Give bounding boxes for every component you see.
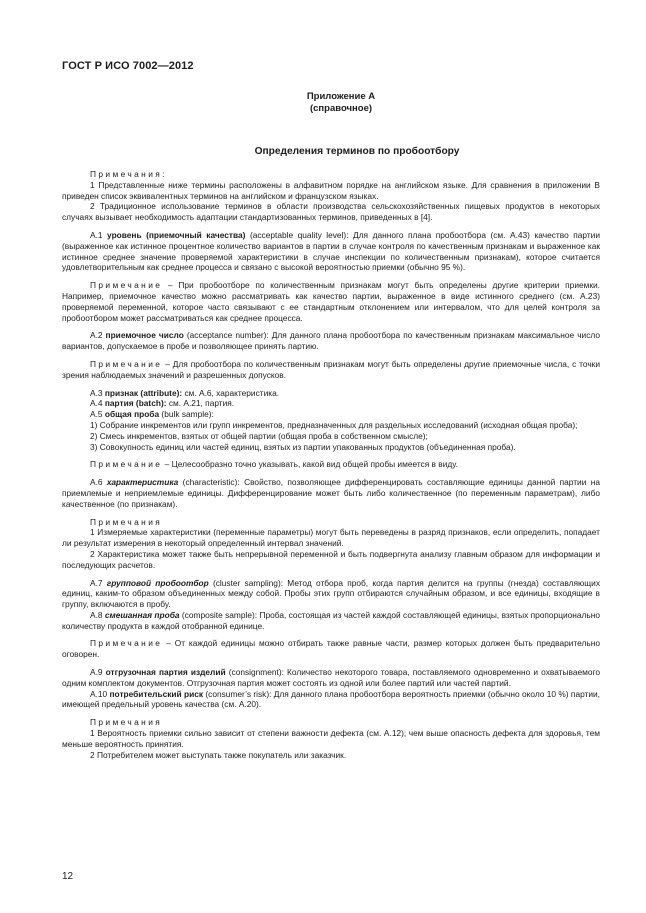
definition-a4: А.4 партия (batch): см. А.21, партия. [90, 398, 235, 409]
page-number: 12 [62, 871, 74, 882]
note-a5: Примечание – Целесообразно точно указывать, какой вид общей пробы имеется в виду. [90, 459, 458, 470]
definition-a10: А.10 потребительский риск (consumer’s risk): Для данного плана пробоотбора вероятность приемки (обычно около 10 %) партии, имеющей предельный уровень качества (см. А.20). [62, 688, 600, 710]
note-a1: Примечание – При пробоотборе по количественным признакам могут быть определены другие критерии приемки. Например, приемочное качество можно рассматривать как качество партии, выраженное в виде истинного среднего (см. А.23) проверяемой переменной, которое часто связывают с ее стандартным отклонением или интервалом, что для целей контроля за пробоотбором может рассматриваться как среднее процесса. [62, 280, 600, 323]
a5-item-1: 1) Собрание инкрементов или групп инкрементов, предназначенных для раздельных исследований (исходная общая проба); [90, 419, 578, 430]
definition-a2: А.2 приемочное число (acceptance number): Для данного плана пробоотбора по качественным признакам максимальное число вариантов, допускаемое в пробе и позволяющее принять партию. [62, 330, 600, 352]
note-a2: Примечание – Для пробоотбора по количественным признакам могут быть определены другие приемочные числа, с точки зрения наблюдаемых значений и разрешенных допусков. [62, 358, 600, 380]
intro-notes-label: Примечания: [90, 169, 167, 179]
note-a6-2: 2 Характеристика может также быть непрерывной переменной и быть подвергнута анализу главным образом для информации и последующих расчетов. [62, 548, 600, 570]
note-a10-1: 1 Вероятность приемки сильно зависит от степени важности дефекта (см. А.12); чем выше опасность дефекта для здоровья, тем меньше вероятность принятия. [62, 728, 600, 749]
a5-item-3: 3) Совокупность единиц или частей единиц, взятых из партии упакованных продуктов (объединенная проба). [90, 441, 516, 452]
definition-a6: А.6 характеристика (characteristic): Свойство, позволяющее дифференцировать составляющие единицы данной партии на приемлемые и неприемлемые единицы. Дифференцирование может быть либо количественное (по переменным параметрам), либо качественное (по признакам). [62, 477, 600, 509]
document-body [62, 169, 600, 760]
section-title: Определения терминов по пробоотбору [254, 146, 460, 157]
definition-a3: А.3 признак (attribute): см. А.6, характеристика. [90, 387, 280, 398]
note-a8: Примечание – От каждой единицы можно отбирать также равные части, размер которых должен быть предварительно оговорен. [62, 638, 600, 660]
annex-subtitle: (справочное) [309, 103, 373, 114]
definition-a8: А.8 смешанная проба (composite sample): Проба, состоящая из частей каждой составляющей единицы, взятых пропорционально количеству продукта в каждой отобранной единице. [62, 609, 601, 631]
definition-a9: А.9 отгрузочная партия изделий (consignment): Количество некоторого товара, поставляемого одновременно и охватываемого одним комплектом документов. Отгрузочная партия может состоять из одной или более партий или частей партий. [62, 667, 601, 688]
annex-title: Приложение А [306, 91, 376, 102]
annex-heading [0, 91, 646, 115]
intro-note-1: 1 Представленные ниже термины расположены в алфавитном порядке на английском языке. Для сравнения в приложении В приведен список эквивалентных терминов на английском и французском языках. [62, 179, 600, 201]
definition-a1: А.1 уровень (приемочный качества) (acceptable quality level): Для данного плана пробоотбора (см. А.43) качество партии (выраженное как истинное процентное количество вариантов в партии в случае контроля по качественным признакам и выраженное как истинное среднее значение проверяемой характеристики в случае инспекции по количественным признакам), которое считается удовлетворительным как среднее процесса и связано с высокой вероятностью приемки (обычно 95 %). [62, 229, 600, 273]
definition-a5: А.5 общая проба (bulk sample): [90, 409, 214, 420]
intro-note-2: 2 Традиционное использование терминов в области производства сельскохозяйственных пищевых продуктов в некоторых случаях вызывает необходимость адаптации стандартизованных терминов, приведенных в [4]. [62, 201, 600, 223]
note-a6-1: 1 Измеряемые характеристики (переменные параметры) могут быть переведены в разряд признаков, если определить, попадает ли результат измерения в некоторый определенный интервал значений. [62, 527, 600, 549]
standard-header: ГОСТ Р ИСО 7002—2012 [62, 60, 194, 72]
notes-a6-label: Примечания [90, 516, 163, 527]
notes-a10-label: Примечания [90, 717, 163, 728]
note-a10-2: 2 Потребителем может выступать также покупатель или заказчик. [90, 749, 347, 760]
definition-a7: А.7 групповой пробоотбор (cluster sampling): Метод отбора проб, когда партия делится на группы (гнезда) составляющих единиц, каким-то образом объединенных между собой. Пробы этих групп отбираются случайным образом, и все единицы, входящие в группу, включаются в пробу. [62, 577, 600, 610]
a5-item-2: 2) Смесь инкрементов, взятых от общей партии (общая проба в собственном смысле); [90, 430, 428, 441]
